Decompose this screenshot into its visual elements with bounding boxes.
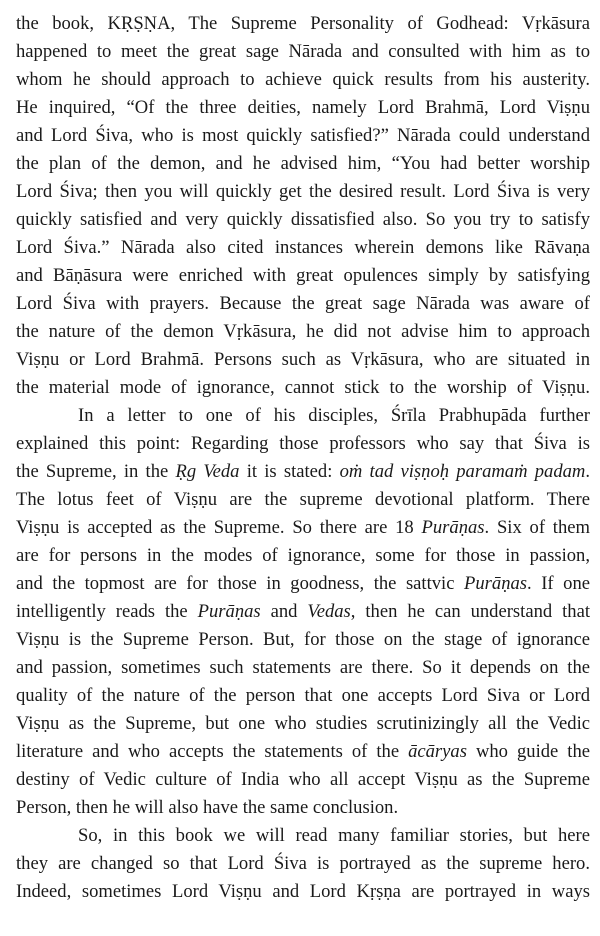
text-span: the book, KṚṢṆA, The Supreme Personality of Godhead: Vṛkāsura (16, 13, 590, 34)
text-line (16, 822, 590, 850)
text-line (16, 850, 590, 878)
text-line (16, 878, 590, 906)
text-span: explained this point: Regarding those professors who say that Śiva is (16, 433, 590, 454)
text-span: Viṣṇu or Lord Brahmā. Persons such as Vṛkāsura, who are situated in (16, 349, 590, 370)
text-span: who guide the (466, 741, 590, 762)
text-line (16, 570, 590, 598)
text-line (16, 346, 590, 374)
text-span: and passion, sometimes such statements are there. So it depends on the (16, 657, 590, 678)
text-span: So, in this book we will read many familiar stories, but here (78, 825, 590, 846)
text-span: Viṣṇu is the Supreme Person. But, for those on the stage of ignorance (16, 629, 590, 650)
italic-term: ācāryas (408, 741, 467, 762)
text-span: . Six of them (484, 517, 590, 538)
text-line (16, 514, 590, 542)
text-line (16, 794, 590, 822)
text-line (16, 206, 590, 234)
text-span: quality of the nature of the person that one accepts Lord Siva or Lord (16, 685, 590, 706)
italic-term: Purāṇas (464, 573, 528, 594)
text-span: . If one (527, 573, 590, 594)
text-span: . (585, 461, 590, 482)
text-line (16, 122, 590, 150)
text-span: literature and who accepts the statements of the (16, 741, 409, 762)
text-span: happened to meet the great sage Nārada and consulted with him as to (16, 41, 590, 62)
text-line (16, 38, 590, 66)
text-line (16, 234, 590, 262)
italic-term: Vedas (307, 601, 351, 622)
text-span: the plan of the demon, and he advised him, “You had better worship (16, 153, 590, 174)
text-line (16, 150, 590, 178)
text-span: whom he should approach to achieve quick results from his austerity. (16, 69, 590, 90)
text-span: are for persons in the modes of ignorance, some for those in passion, (16, 545, 590, 566)
text-span: the nature of the demon Vṛkāsura, he did not advise him to approach (16, 321, 590, 342)
text-span: Lord Śiva with prayers. Because the great sage Nārada was aware of (16, 293, 590, 314)
text-line (16, 710, 590, 738)
text-span: and Bāṇāsura were enriched with great opulences simply by satisfying (16, 265, 590, 286)
text-span: Indeed, sometimes Lord Viṣṇu and Lord Kṛṣṇa are portrayed in ways (16, 881, 590, 902)
text-span: destiny of Vedic culture of India who all accept Viṣṇu as the Supreme (16, 769, 590, 790)
text-span: intelligently reads the (16, 601, 198, 622)
text-line (16, 738, 590, 766)
text-span: and (260, 601, 308, 622)
text-line (16, 430, 590, 458)
text-span: Viṣṇu is accepted as the Supreme. So there are 18 (16, 517, 422, 538)
text-span: it is stated: (239, 461, 340, 482)
text-span: the material mode of ignorance, cannot stick to the worship of Viṣṇu. (16, 377, 590, 398)
text-line (16, 654, 590, 682)
text-span: , then he can understand that (350, 601, 590, 622)
italic-term: oṁ tad viṣṇoḥ paramaṁ padam (339, 461, 586, 482)
italic-term: Ṛg Veda (175, 461, 240, 482)
text-line (16, 262, 590, 290)
text-span: The lotus feet of Viṣṇu are the supreme devotional platform. There (16, 489, 590, 510)
text-line (16, 66, 590, 94)
text-span: Viṣṇu as the Supreme, but one who studies scrutinizingly all the Vedic (16, 713, 590, 734)
text-line (16, 626, 590, 654)
text-line (16, 402, 590, 430)
text-line (16, 290, 590, 318)
text-line (16, 10, 590, 38)
text-span: and the topmost are for those in goodness, the sattvic (16, 573, 465, 594)
text-line (16, 374, 590, 402)
text-line (16, 598, 590, 626)
text-span: In a letter to one of his disciples, Śrīla Prabhupāda further (78, 405, 590, 426)
text-line (16, 318, 590, 346)
text-line (16, 542, 590, 570)
text-line (16, 178, 590, 206)
text-span: Person, then he will also have the same conclusion. (16, 797, 399, 818)
text-line (16, 458, 590, 486)
text-span: and Lord Śiva, who is most quickly satisfied?” Nārada could understand (16, 125, 590, 146)
text-span: Lord Śiva; then you will quickly get the desired result. Lord Śiva is very (16, 181, 590, 202)
text-line (16, 94, 590, 122)
text-span: He inquired, “Of the three deities, namely Lord Brahmā, Lord Viṣṇu (16, 97, 590, 118)
text-line (16, 682, 590, 710)
text-span: Lord Śiva.” Nārada also cited instances wherein demons like Rāvaṇa (16, 237, 590, 258)
text-span: they are changed so that Lord Śiva is portrayed as the supreme hero. (16, 853, 590, 874)
text-line (16, 766, 590, 794)
italic-term: Purāṇas (197, 601, 261, 622)
text-line (16, 486, 590, 514)
text-span: the Supreme, in the (16, 461, 176, 482)
italic-term: Purāṇas (421, 517, 485, 538)
text-span: quickly satisfied and very quickly dissatisfied also. So you try to satisfy (16, 209, 590, 230)
